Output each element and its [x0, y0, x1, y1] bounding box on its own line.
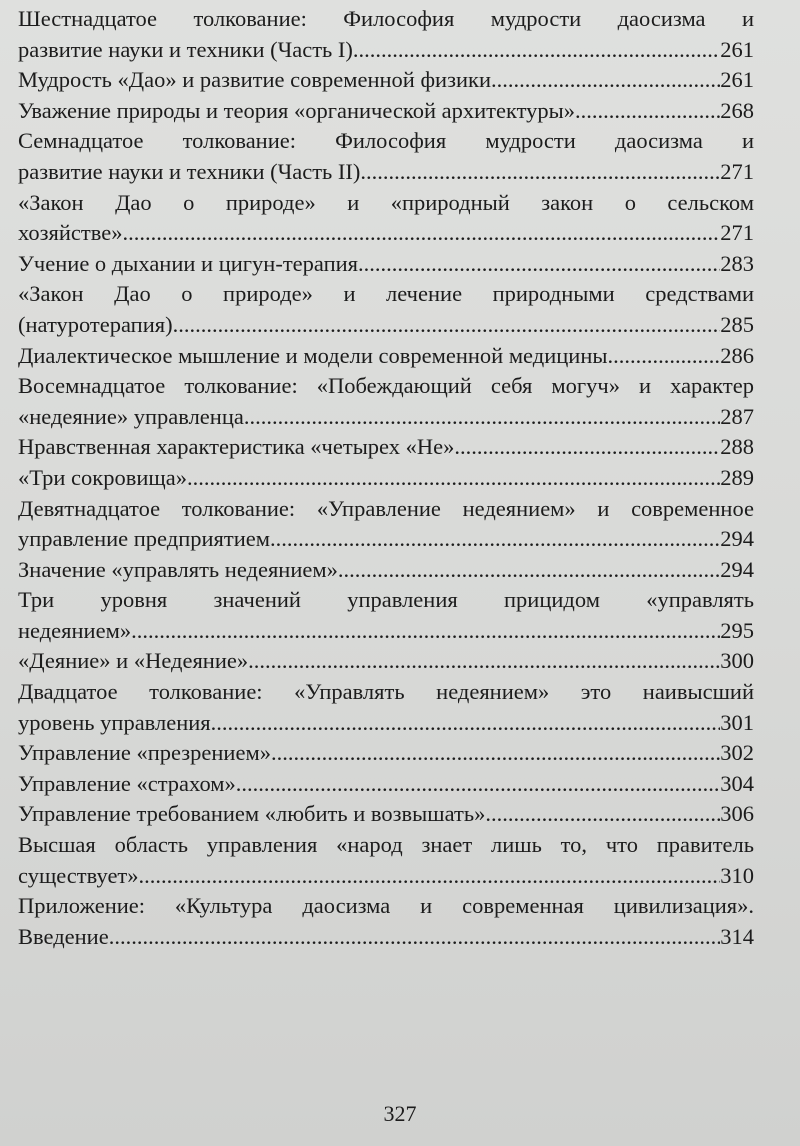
toc-entry-line: Восемнадцатое толкование: «Побеждающий себя могуч» и характер — [18, 373, 754, 399]
toc-entry-title: «Три сокровища» — [18, 464, 187, 490]
table-of-contents — [18, 4, 754, 952]
toc-entry — [18, 188, 754, 249]
toc-page-number: 300 — [720, 648, 754, 674]
toc-entry-line: Девятнадцатое толкование: «Управление недеянием» и современное — [18, 495, 754, 521]
toc-page-number: 302 — [720, 740, 754, 766]
toc-leader-dots — [131, 616, 720, 647]
toc-page-number: 286 — [720, 342, 754, 368]
toc-entry — [18, 65, 754, 96]
toc-leader-dots — [338, 555, 720, 586]
toc-entry-title: Управление «презрением» — [18, 740, 271, 766]
toc-entry-title: (натуротерапия) — [18, 311, 173, 337]
toc-entry — [18, 830, 754, 891]
toc-entry-line: Семнадцатое толкование: Философия мудрости даосизма и — [18, 128, 754, 154]
toc-entry-title: уровень управления — [18, 709, 211, 735]
toc-entry-title: Управление «страхом» — [18, 770, 236, 796]
toc-entry — [18, 738, 754, 769]
toc-entry — [18, 585, 754, 646]
toc-leader-dots — [491, 65, 720, 96]
toc-entry — [18, 769, 754, 800]
toc-entry — [18, 432, 754, 463]
toc-page-number: 301 — [720, 709, 754, 735]
toc-entry-title: существует» — [18, 862, 139, 888]
toc-entry-title: Мудрость «Дао» и развитие современной физики — [18, 67, 491, 93]
toc-page-number: 285 — [720, 311, 754, 337]
toc-leader-dots — [122, 218, 720, 249]
toc-entry-title: Значение «управлять недеянием» — [18, 556, 338, 582]
toc-page-number: 289 — [720, 464, 754, 490]
toc-entry-title: Нравственная характеристика «четырех «Не» — [18, 434, 455, 460]
toc-entry — [18, 494, 754, 555]
toc-leader-dots — [353, 35, 720, 66]
toc-entry-title: Уважение природы и теория «органической архитектуры» — [18, 97, 575, 123]
toc-entry — [18, 677, 754, 738]
toc-leader-dots — [187, 463, 720, 494]
toc-entry-title: хозяйстве» — [18, 220, 123, 246]
toc-entry-line: Три уровня значений управления прицидом «управлять — [18, 587, 754, 613]
toc-leader-dots — [485, 799, 720, 830]
toc-leader-dots — [236, 769, 721, 800]
toc-page-number: 287 — [720, 403, 754, 429]
toc-leader-dots — [173, 310, 721, 341]
toc-page-number: 294 — [720, 556, 754, 582]
toc-page-number: 283 — [720, 250, 754, 276]
toc-leader-dots — [607, 341, 720, 372]
toc-entry — [18, 555, 754, 586]
toc-leader-dots — [575, 96, 720, 127]
toc-entry-line: Шестнадцатое толкование: Философия мудрости даосизма и — [18, 6, 754, 31]
toc-page-number: 271 — [720, 220, 754, 246]
toc-entry-title: Диалектическое мышление и модели современной медицины — [18, 342, 608, 368]
toc-page-number: 271 — [720, 158, 754, 184]
toc-page-number: 306 — [720, 801, 754, 827]
toc-entry-line: Приложение: «Культура даосизма и современная цивилизация». — [18, 893, 754, 919]
toc-leader-dots — [109, 922, 721, 953]
toc-page-number: 261 — [720, 67, 754, 93]
toc-leader-dots — [211, 708, 721, 739]
toc-entry — [18, 891, 754, 952]
toc-leader-dots — [244, 402, 720, 433]
toc-entry — [18, 249, 754, 280]
toc-page-number: 261 — [720, 36, 754, 62]
toc-entry-line: «Закон Дао о природе» и «природный закон о сельском — [18, 189, 754, 215]
toc-entry — [18, 341, 754, 372]
toc-leader-dots — [270, 524, 720, 555]
toc-leader-dots — [139, 861, 721, 892]
toc-page-number: 304 — [720, 770, 754, 796]
toc-entry — [18, 799, 754, 830]
toc-entry — [18, 646, 754, 677]
page-number: 327 — [383, 1101, 417, 1126]
toc-entry-line: Высшая область управления «народ знает лишь то, что правитель — [18, 832, 754, 858]
toc-leader-dots — [454, 432, 720, 463]
toc-entry-line: Двадцатое толкование: «Управлять недеянием» это наивысший — [18, 679, 754, 705]
toc-page-number: 294 — [720, 526, 754, 552]
toc-entry-title: развитие науки и техники (Часть I) — [18, 36, 353, 62]
toc-page-number: 268 — [720, 97, 754, 123]
toc-entry-title: Введение — [18, 923, 109, 949]
toc-entry-line: «Закон Дао о природе» и лечение природными средствами — [18, 281, 754, 307]
toc-entry — [18, 279, 754, 340]
toc-entry-title: Учение о дыхании и цигун-терапия — [18, 250, 359, 276]
toc-entry-title: недеянием» — [18, 617, 132, 643]
toc-leader-dots — [271, 738, 720, 769]
toc-entry — [18, 96, 754, 127]
toc-entry — [18, 126, 754, 187]
toc-leader-dots — [360, 157, 720, 188]
toc-entry — [18, 4, 754, 65]
toc-page-number: 295 — [720, 617, 754, 643]
toc-leader-dots — [248, 646, 720, 677]
toc-entry-title: Управление требованием «любить и возвышать» — [18, 801, 486, 827]
toc-page-number: 288 — [720, 434, 754, 460]
toc-page-number: 314 — [720, 923, 754, 949]
toc-page-number: 310 — [720, 862, 754, 888]
toc-entry-title: «недеяние» управленца — [18, 403, 244, 429]
toc-leader-dots — [358, 249, 720, 280]
toc-entry-title: управление предприятием — [18, 526, 270, 552]
toc-entry — [18, 463, 754, 494]
toc-entry-title: развитие науки и техники (Часть II) — [18, 158, 361, 184]
toc-entry — [18, 371, 754, 432]
toc-entry-title: «Деяние» и «Недеяние» — [18, 648, 249, 674]
